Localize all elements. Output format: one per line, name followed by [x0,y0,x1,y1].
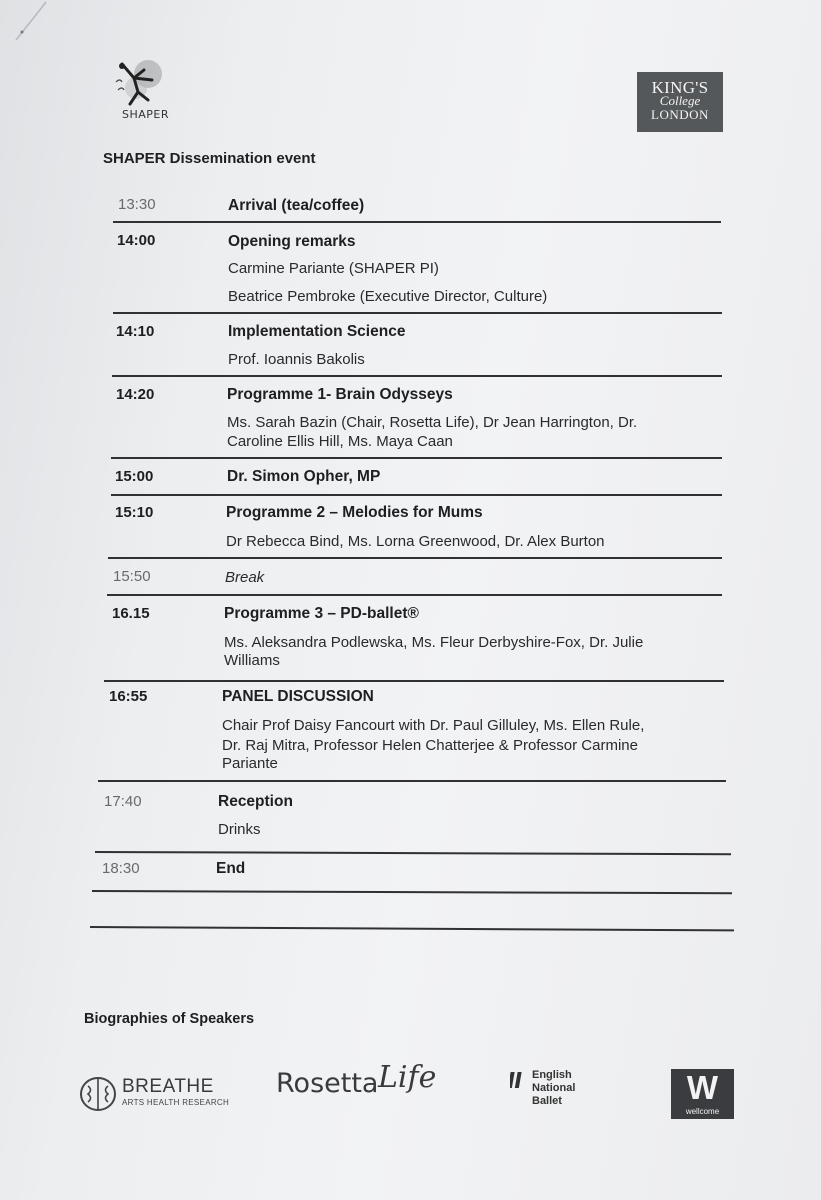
brain-icon [78,1074,118,1114]
schedule-title: Break [225,569,265,586]
schedule-detail: Beatrice Pembroke (Executive Director, Culture) [228,288,548,305]
schedule-detail: Dr. Raj Mitra, Professor Helen Chatterjee & Professor Carmine [222,737,638,754]
schedule-time: 14:20 [116,386,155,403]
schedule-title: End [216,860,246,877]
wellcome-logo-text: wellcome [685,1107,720,1116]
shaper-logo-text: SHAPER [122,108,170,121]
divider [111,494,722,496]
schedule-title: Programme 1- Brain Odysseys [227,386,453,403]
schedule-title: Programme 2 – Melodies for Mums [226,504,483,521]
schedule-time: 17:40 [104,793,142,810]
divider [92,890,732,894]
kings-college-london-logo [637,72,723,132]
schedule-time: 16.15 [112,605,150,622]
schedule-time: 15:50 [113,568,151,585]
enb-line2: National [532,1082,576,1094]
enb-line1: English [532,1069,572,1081]
divider [112,375,722,377]
wellcome-mark: W [686,1069,719,1106]
kcl-line2: College [659,93,701,108]
rosetta-logo-text: Rosetta [276,1068,379,1099]
divider [98,780,726,782]
schedule-detail: Drinks [218,821,261,838]
schedule-title: PANEL DISCUSSION [222,688,374,705]
schedule-title: Implementation Science [228,323,406,340]
schedule-time: 14:10 [116,323,155,340]
schedule-time: 15:00 [115,468,154,485]
schedule-title: Dr. Simon Opher, MP [227,468,381,485]
schedule-time: 13:30 [118,196,156,213]
schedule-title: Reception [218,793,293,810]
schedule-time: 15:10 [115,504,154,521]
schedule-title: Opening remarks [228,233,356,250]
schedule-detail: Pariante [222,755,278,772]
enb-line3: Ballet [532,1095,562,1107]
divider [107,594,722,596]
schedule-detail: Carmine Pariante (SHAPER PI) [228,260,439,277]
divider [90,926,734,931]
enb-logo-text [532,1069,575,1108]
schedule-time: 14:00 [117,232,156,249]
divider [113,221,721,223]
wellcome-logo [671,1069,734,1119]
schedule-detail: Chair Prof Daisy Fancourt with Dr. Paul Gilluley, Ms. Ellen Rule, [222,717,645,734]
schedule-detail: Ms. Aleksandra Podlewska, Ms. Fleur Derbyshire-Fox, Dr. Julie [224,634,644,651]
schedule-detail: Dr Rebecca Bind, Ms. Lorna Greenwood, Dr. Alex Burton [226,533,605,550]
kcl-line1: KING'S [651,78,709,97]
schedule-time: 18:30 [102,860,140,877]
schedule-title: Arrival (tea/coffee) [228,197,365,214]
biographies-heading: Biographies of Speakers [84,1011,255,1027]
divider [104,680,724,682]
divider [111,457,722,459]
punch-mark [14,0,48,42]
document-title: SHAPER Dissemination event [103,150,316,167]
rosetta-life-logo-text: Life [378,1060,437,1095]
kcl-line3: LONDON [651,107,709,122]
enb-logo-icon [510,1070,526,1090]
breathe-logo-subtext: ARTS HEALTH RESEARCH [122,1098,230,1107]
breathe-logo-text: BREATHE [122,1076,214,1097]
schedule-detail: Caroline Ellis Hill, Ms. Maya Caan [227,433,453,450]
divider [108,557,722,559]
schedule-time: 16:55 [109,688,148,705]
divider [113,312,722,314]
schedule-title: Programme 3 – PD-ballet® [224,605,419,622]
divider [95,851,731,855]
schedule-detail: Prof. Ioannis Bakolis [228,351,365,368]
shaper-logo [108,58,170,128]
schedule-detail: Ms. Sarah Bazin (Chair, Rosetta Life), Dr Jean Harrington, Dr. [227,414,638,431]
schedule-detail: Williams [224,652,280,669]
